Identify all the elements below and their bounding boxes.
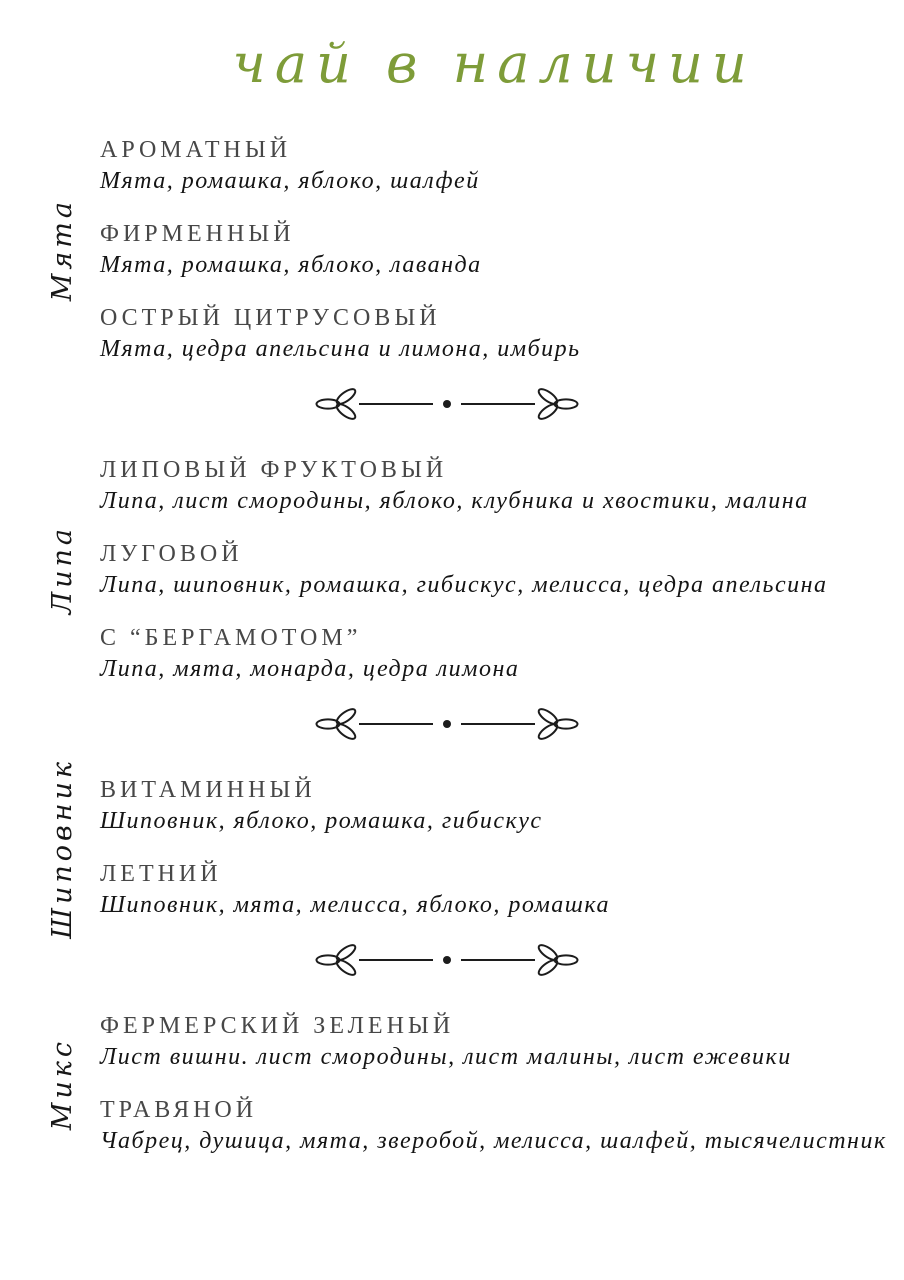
tea-name: ВИТАМИННЫЙ [100,777,316,803]
tea-item [100,455,864,517]
tea-ingredients: Липа, шиповник, ромашка, гибискус, мелисса, цедра апельсина [100,572,828,598]
menu-section [46,455,864,741]
tea-name: ОСТРЫЙ ЦИТРУСОВЫЙ [100,305,441,331]
tea-item [100,1095,887,1157]
section-body [46,135,864,365]
section-body [46,455,864,685]
section-label: Шиповник [46,757,78,939]
menu-section [46,1011,887,1157]
tea-name: ЛИПОВЫЙ ФРУКТОВЫЙ [100,457,448,483]
tea-list [100,135,864,365]
menu-section [46,135,864,421]
tea-name: ЛУГОВОЙ [100,541,243,567]
section-label-wrap [42,455,82,685]
tea-name: С “БЕРГАМОТОМ” [100,625,362,651]
tea-ingredients: Липа, мята, монарда, цедра лимона [100,656,520,682]
menu-sections [46,135,887,1157]
tea-item [100,135,864,197]
tea-ingredients: Мята, ромашка, яблоко, шалфей [100,168,480,194]
section-label-wrap [42,757,82,939]
tea-ingredients: Чабрец, душица, мята, зверобой, мелисса, шалфей, тысячелистник [100,1128,887,1154]
section-divider [100,943,794,977]
tea-item [100,1011,864,1073]
section-label-wrap [42,1011,82,1157]
tea-name: АРОМАТНЫЙ [100,137,292,163]
tea-list [100,1011,887,1157]
section-label: Мята [46,198,78,302]
leaf-divider-icon [315,707,579,741]
section-body [46,757,864,939]
tea-name: ЛЕТНИЙ [100,861,222,887]
leaf-divider-icon [315,943,579,977]
section-label: Микс [46,1037,78,1131]
menu-title: чай в наличии [232,32,756,95]
tea-ingredients: Шиповник, яблоко, ромашка, гибискус [100,808,543,834]
tea-name: ТРАВЯНОЙ [100,1097,258,1123]
tea-ingredients: Лист вишни. лист смородины, лист малины, лист ежевики [100,1044,792,1070]
tea-item [100,775,864,837]
tea-name: ФЕРМЕРСКИЙ ЗЕЛЕНЫЙ [100,1013,455,1039]
tea-ingredients: Мята, цедра апельсина и лимона, имбирь [100,336,581,362]
tea-item [100,303,864,365]
tea-list [100,455,864,685]
tea-name: ФИРМЕННЫЙ [100,221,295,247]
tea-list [100,775,864,921]
tea-item [100,623,864,685]
section-divider [100,707,794,741]
leaf-divider-icon [315,387,579,421]
section-divider [100,387,794,421]
tea-item [100,219,864,281]
tea-item [100,539,864,601]
section-body [46,1011,887,1157]
tea-ingredients: Липа, лист смородины, яблоко, клубника и хвостики, малина [100,488,809,514]
tea-ingredients: Шиповник, мята, мелисса, яблоко, ромашка [100,892,611,918]
section-label-wrap [42,135,82,365]
menu-section [46,757,864,977]
tea-ingredients: Мята, ромашка, яблоко, лаванда [100,252,482,278]
tea-item [100,859,864,921]
section-label: Липа [46,525,78,615]
